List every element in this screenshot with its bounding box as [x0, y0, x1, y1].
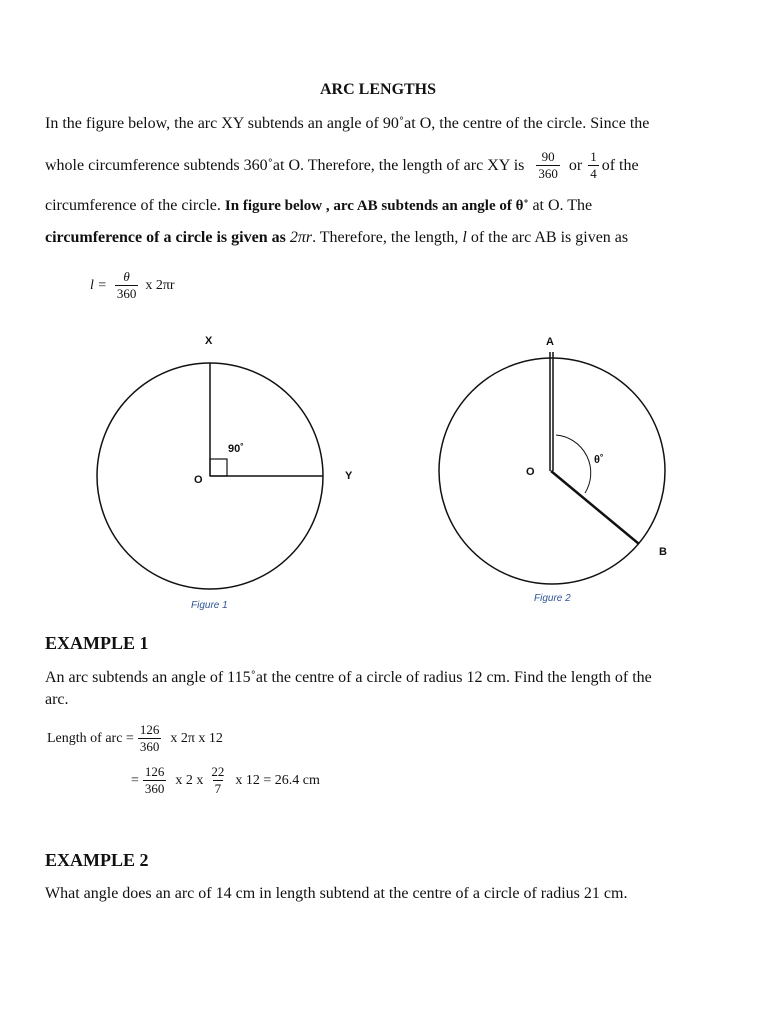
intro-line-4e: of the arc AB is given as: [470, 229, 629, 246]
intro-line-2c: of the: [601, 156, 639, 174]
label-y: Y: [345, 470, 353, 482]
eq2-rhs: x 12 = 26.4 cm: [235, 772, 320, 788]
intro-line-4c: . Therefore, the length,: [312, 229, 459, 246]
label-a: A: [546, 336, 554, 348]
intro-line-1: In the figure below, the arc XY subtends an angle of 90˚at O, the centre of the circle. Since the: [45, 115, 650, 132]
page-title: ARC LENGTHS: [320, 81, 437, 98]
label-o-fig2: O: [526, 466, 535, 478]
figure-2: [439, 352, 665, 584]
eq1-fraction: [138, 723, 162, 754]
theta-angle-arc: [556, 435, 591, 493]
eq1-rhs: x 2π x 12: [170, 730, 223, 746]
eq2-fraction-1: [143, 765, 167, 796]
fraction-numerator: 90: [541, 149, 555, 164]
formula-rhs: x 2πr: [145, 277, 175, 293]
eq1-lhs: Length of arc =: [47, 730, 134, 746]
example-2-text: What angle does an arc of 14 cm in length subtend at the centre of a circle of radius 21 cm.: [45, 885, 628, 902]
formula-denominator: 360: [116, 286, 137, 301]
fraction-denominator: 4: [590, 166, 597, 181]
formula-numerator: θ: [123, 269, 130, 284]
eq2-lhs: =: [131, 772, 139, 788]
intro-line-2b: or: [568, 156, 583, 174]
example-1-text-line-2: arc.: [45, 691, 69, 708]
figure-1-caption: Figure 1: [191, 600, 228, 611]
example-1-heading: EXAMPLE 1: [45, 633, 149, 653]
intro-line-2a: whole circumference subtends 360˚at O. Therefore, the length of arc XY is: [45, 156, 525, 174]
example-1-text-line-1: An arc subtends an angle of 115˚at the centre of a circle of radius 12 cm. Find the length of the: [45, 669, 652, 686]
figure-1: [97, 363, 323, 589]
eq2-denominator-2: 7: [214, 781, 222, 796]
eq2-fraction-2: [209, 765, 226, 796]
intro-line-3c: at O. The: [532, 197, 593, 214]
label-x: X: [205, 335, 213, 347]
fraction-denominator: 360: [538, 166, 558, 181]
eq2-numerator-1: 126: [144, 764, 165, 779]
radius-ob: [551, 471, 639, 544]
eq2-mid: x 2 x: [175, 772, 204, 788]
formula-lhs: l =: [90, 277, 107, 293]
intro-line-4a: circumference of a circle is given as: [45, 229, 286, 246]
intro-line-3a: circumference of the circle.: [45, 197, 221, 214]
figure-2-caption: Figure 2: [534, 593, 571, 604]
example-1-equation-2: [131, 765, 320, 796]
intro-line-4b: 2πr: [289, 229, 313, 246]
theta-angle-label: θ˚: [594, 454, 604, 466]
eq2-denominator-1: 360: [144, 781, 165, 796]
angle-90-label: 90˚: [228, 443, 244, 455]
eq1-numerator: 126: [139, 722, 160, 737]
intro-line-3b: In figure below , arc AB subtends an angle of θ˚: [224, 198, 529, 214]
intro-line-4d: l: [462, 229, 467, 246]
example-2-heading: EXAMPLE 2: [45, 850, 149, 870]
label-b: B: [659, 546, 667, 558]
label-o-fig1: O: [194, 474, 203, 486]
right-angle-marker: [210, 459, 227, 476]
eq2-numerator-2: 22: [211, 764, 225, 779]
fraction-numerator: 1: [590, 149, 597, 164]
example-1-equation-1: [47, 723, 223, 754]
eq1-denominator: 360: [139, 739, 160, 754]
